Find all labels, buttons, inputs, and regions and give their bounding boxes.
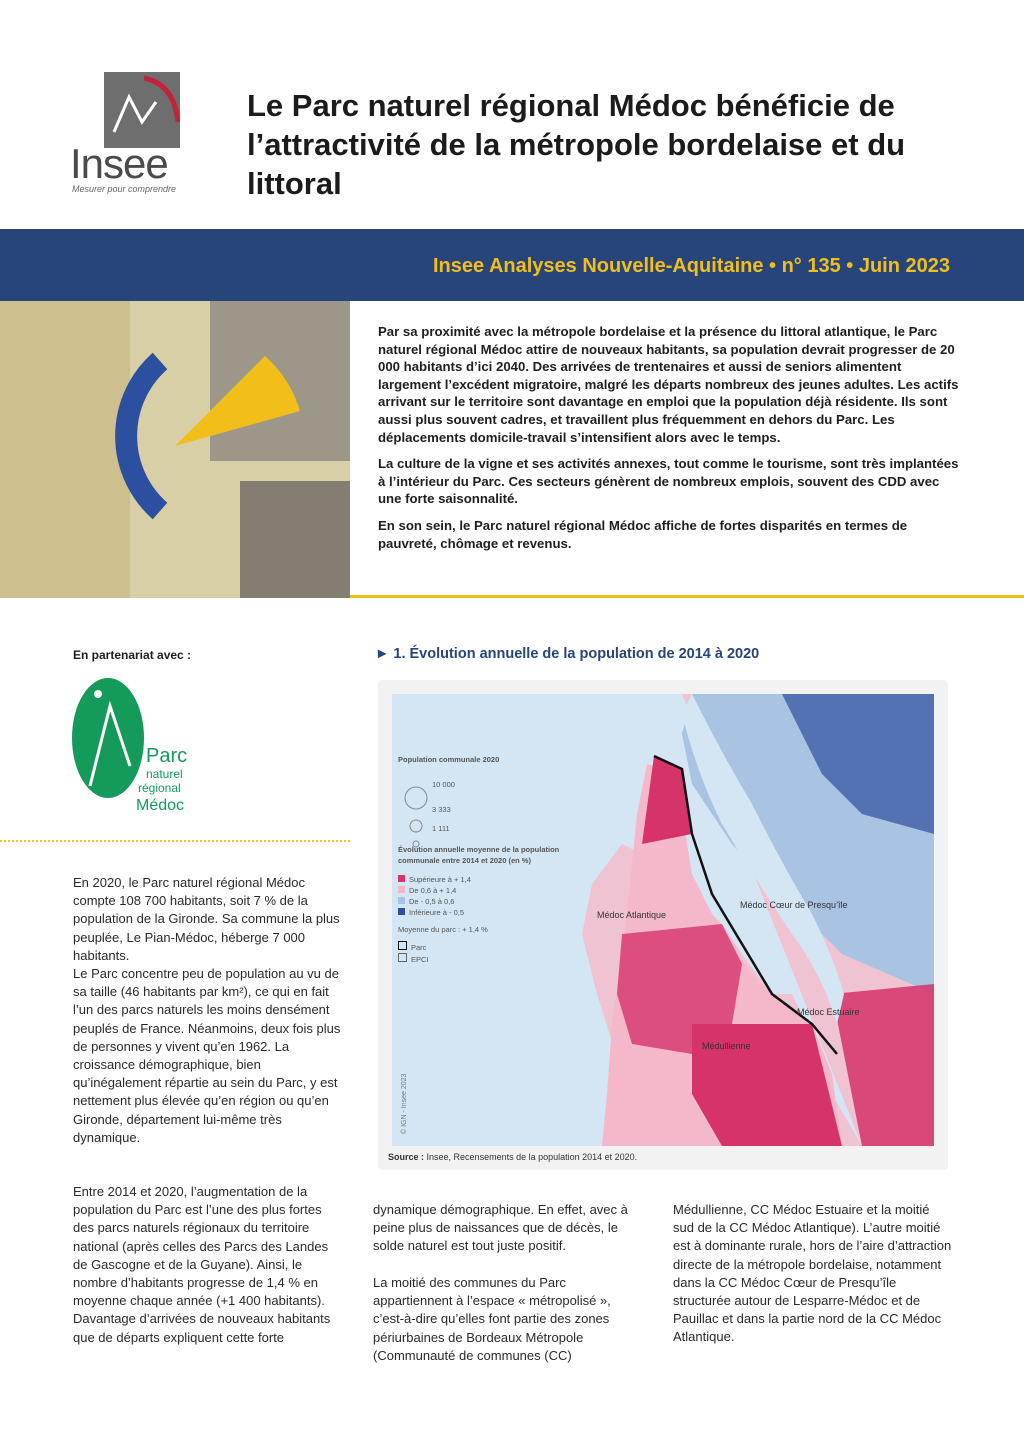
- place-label-medoc-atlantique: Médoc Atlantique: [597, 910, 667, 920]
- legend-swatch: [398, 908, 405, 915]
- legend-size-1: 10 000: [432, 780, 455, 789]
- source-text: Insee, Recensements de la population 2014 et 2020.: [426, 1152, 638, 1162]
- population-map: [378, 680, 948, 1170]
- body-col1-p3: Entre 2014 et 2020, l’augmentation de la population du Parc est l’une des plus fortes des parcs naturels régionaux du territoire national (après celles des Parcs des Landes de Gascogne et de la Guyane). Ainsi, le nombre d’habitants progresse de 1,4 % en moyenne chaque année (+1 400 habitants). Davantage d’arrivées de nouveaux habitants que de départs expliquent cette forte: [73, 1184, 331, 1345]
- logo-mark-icon: [104, 72, 180, 148]
- hero-image: [0, 301, 350, 598]
- parc-logo-word-1: Parc: [146, 745, 188, 767]
- hero-illustration: [0, 301, 350, 598]
- body-col2-p2: La moitié des communes du Parc appartiennent à l’espace « métropolisé », c’est-à-dire qu’elles font partie des zones périurbaines de Bordeaux Métropole (Communauté de communes (CC): [373, 1275, 611, 1363]
- partner-label: En partenariat avec :: [73, 648, 192, 662]
- parc-logo-word-3: régional: [138, 781, 181, 795]
- legend-circles: [402, 784, 432, 854]
- legend-swatch: [398, 886, 405, 893]
- figure-source: [388, 1152, 637, 1162]
- legend-title: Population communale 2020: [398, 755, 500, 764]
- figure-title: ► 1. Évolution annuelle de la population de 2014 à 2020: [375, 646, 760, 662]
- place-label-medoc-estuaire: Médoc Estuaire: [797, 1007, 860, 1017]
- abstract: [378, 323, 963, 561]
- logo-word: Insee: [70, 140, 168, 187]
- publication-band: [0, 229, 1024, 301]
- legend-swatch: [398, 897, 405, 904]
- legend-parc: [398, 941, 568, 953]
- abstract-paragraph: Par sa proximité avec la métropole bordelaise et la présence du littoral atlantique, le Parc naturel régional Médoc attire de nouveaux habitants, sa population devrait progresser de 20 000 habitants d’ici 2040. Des arrivées de trentenaires et aussi de seniors alimentent largement l’excédent migratoire, malgré les départs nombreux des jeunes adultes. Les actifs arrivant sur le territoire sont davantage en emploi que la population déjà résidente. Ils sont aussi plus souvent cadres, et travaillent plus fréquemment en dehors du Parc. Les déplacements domicile-travail s’intensifient alors avec le temps.: [378, 324, 959, 445]
- legend-class-label: Inférieure à - 0,5: [409, 908, 465, 917]
- map-credit: © IGN - Insee 2023: [401, 1073, 408, 1134]
- legend-mean: Moyenne du parc : + 1,4 %: [398, 925, 488, 934]
- legend-evol-title: Évolution annuelle moyenne de la population communale entre 2014 et 2020 (en %): [398, 845, 560, 865]
- legend-class-label: De - 0,5 à 0,6: [409, 897, 455, 906]
- abstract-paragraph: En son sein, le Parc naturel régional Médoc affiche de fortes disparités en termes de pauvreté, chômage et revenus.: [378, 517, 908, 551]
- legend-class-label: Supérieure à + 1,4: [409, 875, 471, 884]
- parc-logo-graphic: [70, 676, 200, 826]
- place-label-medullienne: Médullienne: [702, 1041, 751, 1051]
- legend-epci: [398, 953, 568, 965]
- body-col1-p1: En 2020, le Parc naturel régional Médoc compte 108 700 habitants, soit 7 % de la population de la Gironde. Sa commune la plus peuplée, Le Pian-Médoc, héberge 7 000 habitants.: [73, 875, 340, 963]
- logo-graphic: [104, 72, 180, 148]
- legend-epci-label: EPCI: [411, 955, 429, 964]
- partner-divider: [0, 840, 350, 842]
- body-col1-p2: Le Parc concentre peu de population au vu de sa taille (46 habitants par km²), ce qui en fait l’un des parcs naturels les moins densément peuplés de France. Néanmoins, deux fois plus de personnes y vivent qu’en 1962. La croissance démographique, bien qu’inégalement répartie au sein du Parc, y est nettement plus élevée qu’en région ou qu’en Gironde, département lui-même très dynamique.: [73, 966, 341, 1145]
- logo-tagline: Mesurer pour comprendre: [72, 184, 177, 194]
- legend-size-2: 3 333: [432, 805, 451, 814]
- legend-class-item: [398, 874, 568, 885]
- place-label-medoc-coeur: Médoc Cœur de Presqu’île: [740, 900, 848, 910]
- legend-class-label: De 0,6 à + 1,4: [409, 886, 457, 895]
- legend-parc-label: Parc: [411, 943, 427, 952]
- body-col3-p1: Médullienne, CC Médoc Estuaire et la moitié sud de la CC Médoc Atlantique). L’autre moitié est à dominante rurale, hors de l’aire d’attraction directe de la métropole bordelaise, notamment dans la CC Médoc Cœur de Presqu’île structurée autour de Lesparre-Médoc et de Pauillac et dans la partie nord de la CC Médoc Atlantique.: [673, 1202, 952, 1345]
- publication-label: Insee Analyses Nouvelle-Aquitaine • n° 135 • Juin 2023: [432, 255, 950, 277]
- source-label: Source :: [388, 1152, 425, 1162]
- map-canvas: [392, 694, 934, 1146]
- body-col2-p1: dynamique démographique. En effet, avec à peine plus de naissances que de décès, le solde naturel est tout juste positif.: [373, 1202, 628, 1254]
- legend-class-item: [398, 885, 568, 896]
- legend-classes: [398, 874, 568, 918]
- page-title: Le Parc naturel régional Médoc bénéficie de l’attractivité de la métropole bordelaise et du littoral: [247, 88, 906, 201]
- abstract-paragraph: La culture de la vigne et ses activités annexes, tout comme le tourisme, sont très implantées à l’intérieur du Parc. Ces secteurs génèrent de nombreux emplois, souvent des CDD avec une forte saisonnalité.: [378, 456, 959, 507]
- insee-logo: [70, 70, 185, 200]
- parc-medoc-logo: [70, 676, 200, 826]
- legend-swatch: [398, 875, 405, 882]
- parc-logo-word-2: naturel: [146, 767, 183, 781]
- legend-class-item: [398, 896, 568, 907]
- legend-size-3: 1 111: [432, 824, 450, 833]
- accent-divider: [350, 595, 1024, 598]
- legend-class-item: [398, 907, 568, 918]
- parc-logo-word-4: Médoc: [136, 797, 185, 814]
